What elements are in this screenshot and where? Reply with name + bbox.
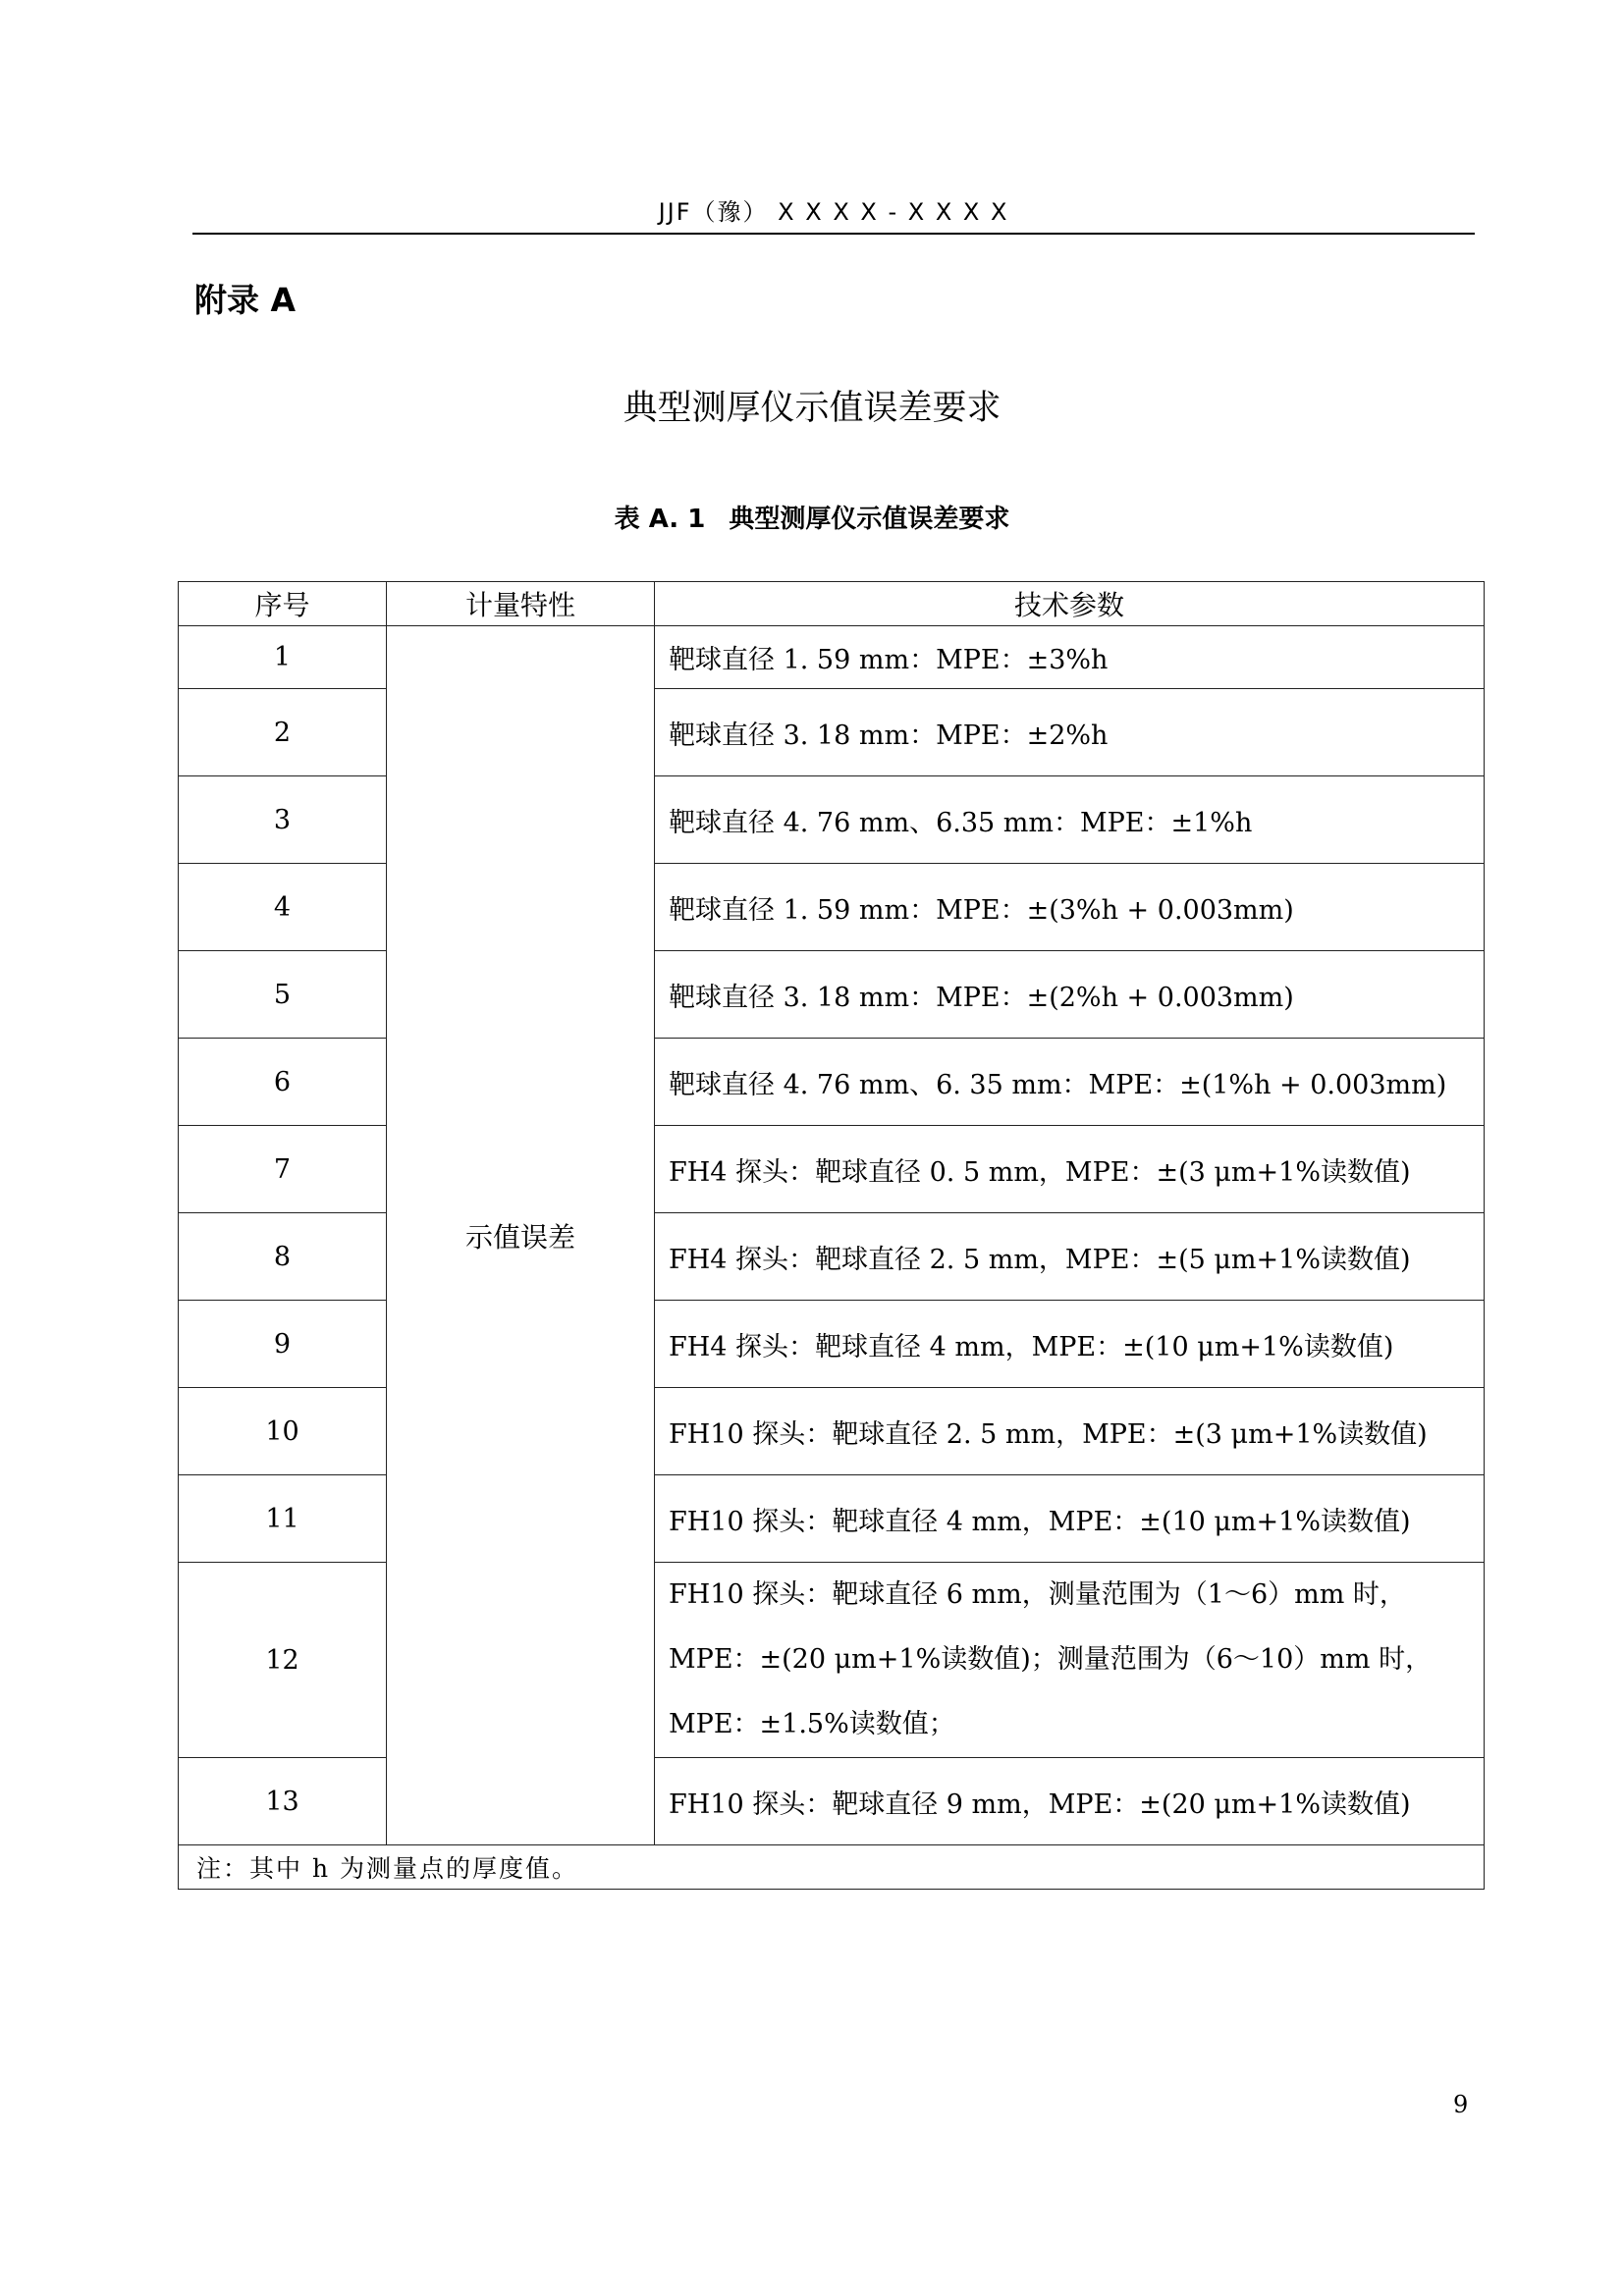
header-divider <box>192 233 1475 235</box>
row-parameter: 靶球直径 1. 59 mm：MPE：±(3%h + 0.003mm) <box>655 864 1485 951</box>
page-title: 典型测厚仪示值误差要求 <box>623 389 1001 428</box>
row-parameter: 靶球直径 3. 18 mm：MPE：±2%h <box>655 689 1485 776</box>
row-parameter: 靶球直径 4. 76 mm、6. 35 mm：MPE：±(1%h + 0.003mm) <box>655 1039 1485 1126</box>
table-row <box>179 1563 1485 1758</box>
table-row <box>179 1039 1485 1126</box>
table-row <box>179 1475 1485 1563</box>
header-serial: 序号 <box>179 582 387 626</box>
table-row <box>179 626 1485 689</box>
row-parameter: FH4 探头：靶球直径 4 mm，MPE：±(10 μm+1%读数值) <box>655 1301 1485 1388</box>
table-row <box>179 1301 1485 1388</box>
table-row <box>179 1758 1485 1845</box>
table-note-row <box>179 1845 1485 1890</box>
table-row <box>179 1388 1485 1475</box>
spec-table <box>178 581 1485 1890</box>
row-serial: 1 <box>179 626 387 689</box>
row-serial: 4 <box>179 864 387 951</box>
row-parameter: 靶球直径 1. 59 mm：MPE：±3%h <box>655 626 1485 689</box>
row-serial: 10 <box>179 1388 387 1475</box>
table-row <box>179 776 1485 864</box>
row-serial: 9 <box>179 1301 387 1388</box>
table-header-row <box>179 582 1485 626</box>
row-serial: 3 <box>179 776 387 864</box>
table-note: 注：其中 h 为测量点的厚度值。 <box>179 1845 1485 1890</box>
row-serial: 2 <box>179 689 387 776</box>
table-row <box>179 1126 1485 1213</box>
row-serial: 8 <box>179 1213 387 1301</box>
header-technical-parameter: 技术参数 <box>655 582 1485 626</box>
table-caption <box>0 499 1624 535</box>
page-number: 9 <box>1453 2091 1469 2118</box>
row-serial: 11 <box>179 1475 387 1563</box>
row-serial: 6 <box>179 1039 387 1126</box>
table-caption-text: 典型测厚仪示值误差要求 <box>729 505 1010 534</box>
row-parameter: FH4 探头：靶球直径 0. 5 mm，MPE：±(3 μm+1%读数值) <box>655 1126 1485 1213</box>
table-row <box>179 1213 1485 1301</box>
table-row <box>179 864 1485 951</box>
table-caption-label: 表 A. 1 <box>614 505 706 534</box>
row-parameter: FH10 探头：靶球直径 4 mm，MPE：±(10 μm+1%读数值) <box>655 1475 1485 1563</box>
row-serial: 13 <box>179 1758 387 1845</box>
row-parameter: 靶球直径 4. 76 mm、6.35 mm：MPE：±1%h <box>655 776 1485 864</box>
row-parameter: FH10 探头：靶球直径 2. 5 mm，MPE：±(3 μm+1%读数值) <box>655 1388 1485 1475</box>
characteristic-cell: 示值误差 <box>387 626 655 1845</box>
document-header-code: JJF（豫） X X X X - X X X X <box>658 198 1009 226</box>
row-serial: 7 <box>179 1126 387 1213</box>
row-serial: 12 <box>179 1563 387 1758</box>
header-characteristic: 计量特性 <box>387 582 655 626</box>
table-row <box>179 951 1485 1039</box>
row-parameter: FH4 探头：靶球直径 2. 5 mm，MPE：±(5 μm+1%读数值) <box>655 1213 1485 1301</box>
row-parameter: FH10 探头：靶球直径 6 mm，测量范围为（1～6）mm 时，MPE：±(20 μm+1%读数值)；测量范围为（6～10）mm 时，MPE：±1.5%读数值； <box>655 1563 1485 1758</box>
row-parameter: FH10 探头：靶球直径 9 mm，MPE：±(20 μm+1%读数值) <box>655 1758 1485 1845</box>
appendix-heading: 附录 A <box>194 281 297 319</box>
row-serial: 5 <box>179 951 387 1039</box>
table-row <box>179 689 1485 776</box>
row-parameter: 靶球直径 3. 18 mm：MPE：±(2%h + 0.003mm) <box>655 951 1485 1039</box>
